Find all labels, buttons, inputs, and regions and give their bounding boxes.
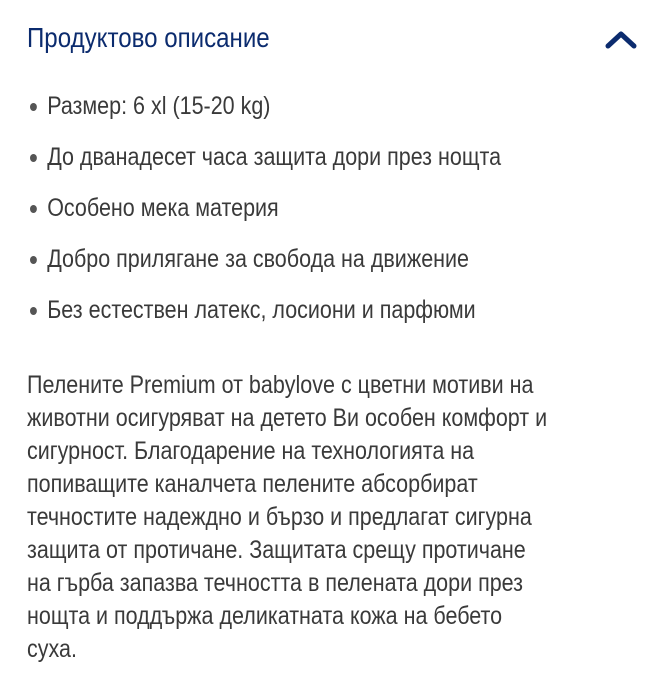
description-line: защита от протичане. Защитата срещу протичане	[27, 536, 526, 564]
feature-list	[30, 92, 578, 347]
bullet-icon	[30, 256, 37, 264]
description-line: попиващите каналчета пелените абсорбират	[27, 470, 478, 498]
feature-item: Добро прилягане за свобода на движение	[30, 245, 501, 296]
description-paragraph	[27, 371, 632, 668]
feature-item: Размер: 6 xl (15-20 kg)	[30, 92, 501, 143]
description-line: животни осигуряват на детето Ви особен комфорт и	[27, 404, 548, 432]
bullet-icon	[30, 103, 37, 111]
feature-item: Особено мека материя	[30, 194, 501, 245]
feature-item: До дванадесет часа защита дори през нощта	[30, 143, 501, 194]
description-line: Пелените Premium от babylove с цветни мотиви на	[27, 371, 534, 399]
description-line: сигурност. Благодарение на технологията на	[27, 437, 475, 465]
bullet-icon	[30, 307, 37, 315]
description-line: суха.	[27, 635, 77, 663]
description-line: нощта и поддържа деликатната кожа на бебето	[27, 602, 503, 630]
bullet-icon	[30, 154, 37, 162]
section-title: Продуктово описание	[27, 22, 270, 53]
bullet-icon	[30, 205, 37, 213]
chevron-up-icon[interactable]	[604, 28, 638, 50]
description-line: течностите надеждно и бързо и предлагат сигурна	[27, 503, 532, 531]
description-line: на гърба запазва течността в пелената дори през	[27, 569, 524, 597]
feature-item: Без естествен латекс, лосиони и парфюми	[30, 296, 501, 347]
